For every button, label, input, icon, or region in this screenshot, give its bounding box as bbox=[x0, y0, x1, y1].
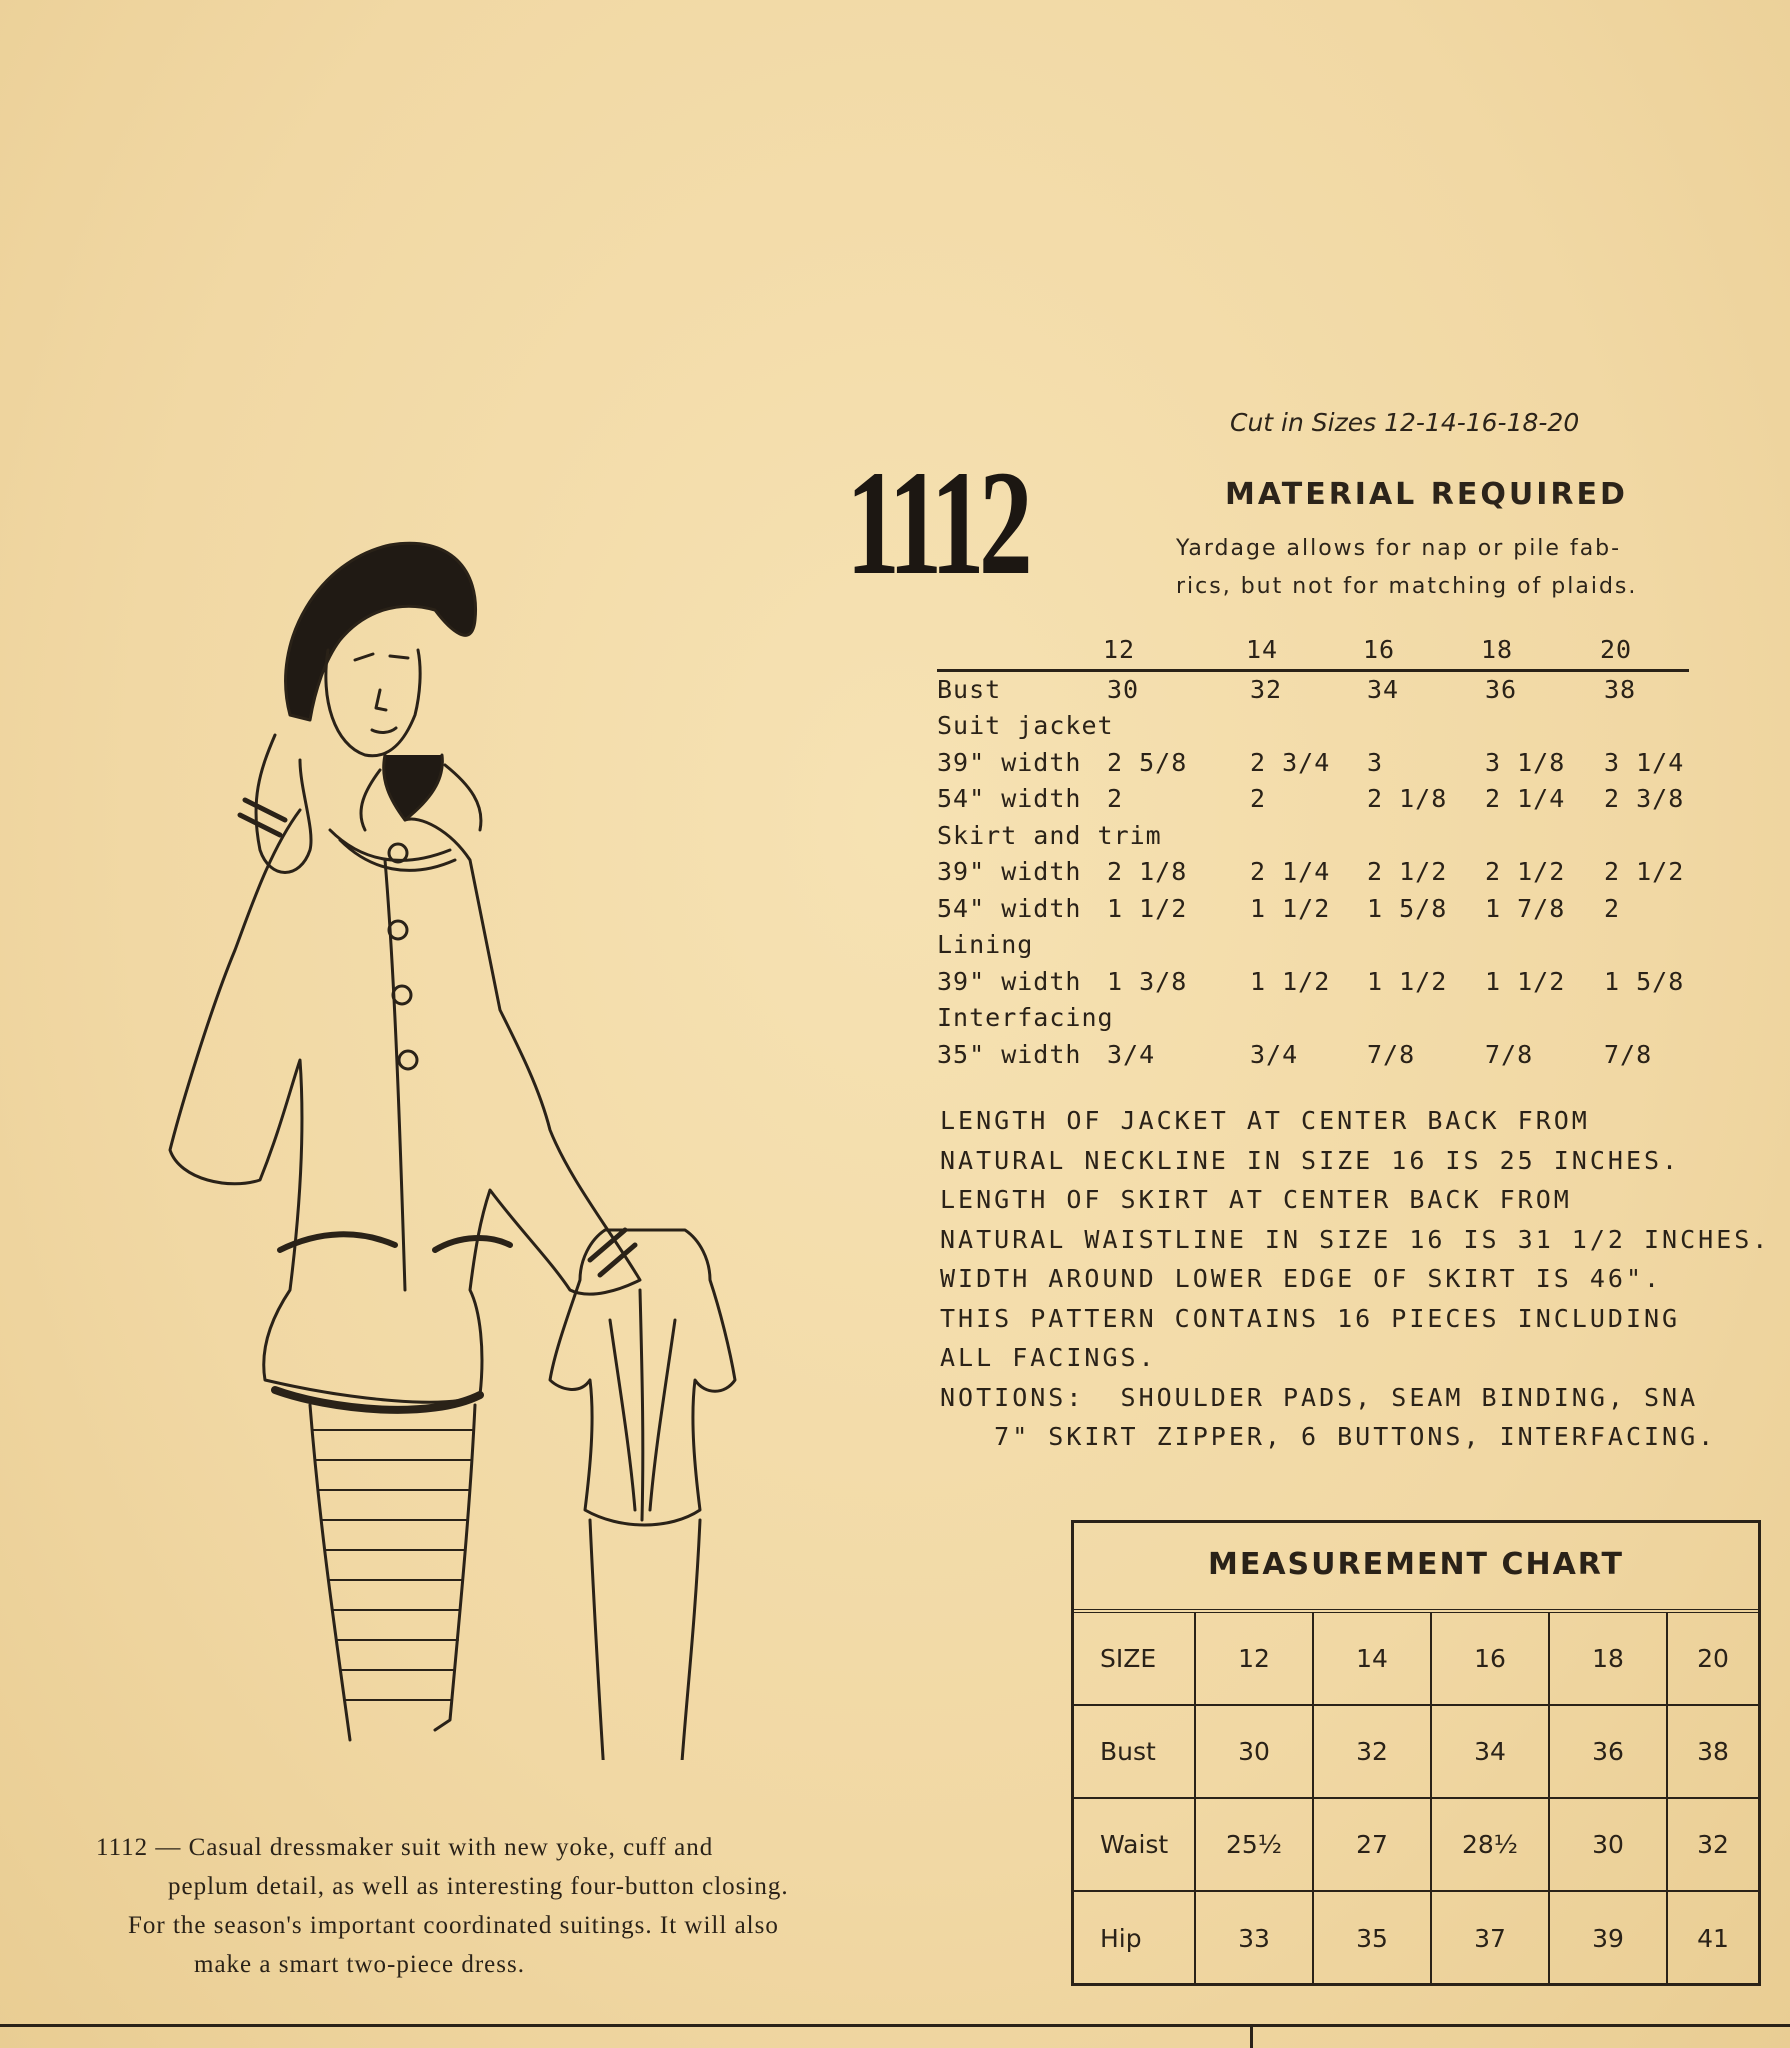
caption-line: 1112 — Casual dressmaker suit with new yoke, cuff and bbox=[96, 1834, 714, 1861]
yardage-row bbox=[937, 781, 1689, 818]
yardage-value: 1 1/2 bbox=[1250, 893, 1331, 923]
yardage-row bbox=[937, 672, 1689, 709]
measurement-row bbox=[1074, 1892, 1758, 1985]
fashion-illustration bbox=[150, 530, 750, 1760]
yardage-value: 1 5/8 bbox=[1604, 966, 1685, 996]
yardage-value: 3/4 bbox=[1250, 1039, 1299, 1069]
measurement-value: 14 bbox=[1312, 1613, 1430, 1704]
spec-line: LENGTH OF SKIRT AT CENTER BACK FROM bbox=[940, 1185, 1572, 1214]
yardage-note-line: rics, but not for matching of plaids. bbox=[1176, 574, 1638, 599]
yardage-value: 2 bbox=[1250, 784, 1267, 813]
yardage-value: 7/8 bbox=[1367, 1039, 1416, 1069]
spec-line: LENGTH OF JACKET AT CENTER BACK FROM bbox=[940, 1106, 1590, 1135]
yardage-row-label: 54" width bbox=[937, 893, 1082, 923]
skirt-outline bbox=[310, 1405, 475, 1740]
yardage-value: 1 1/2 bbox=[1485, 966, 1566, 996]
yardage-value: 1 3/8 bbox=[1107, 966, 1188, 996]
size-header: 14 bbox=[1246, 635, 1279, 664]
yardage-row-label: 35" width bbox=[937, 1039, 1082, 1069]
measurement-value: 20 bbox=[1666, 1613, 1758, 1704]
yardage-value: 7/8 bbox=[1485, 1039, 1534, 1069]
yardage-note-line: Yardage allows for nap or pile fab- bbox=[1176, 536, 1622, 561]
measurement-row-label: SIZE bbox=[1100, 1644, 1157, 1673]
yardage-value: 2 1/4 bbox=[1485, 784, 1566, 813]
measurement-grid bbox=[1074, 1613, 1758, 1986]
bottom-rule bbox=[0, 2024, 1790, 2027]
yardage-value: 2 3/8 bbox=[1604, 784, 1685, 813]
yardage-value: 1 7/8 bbox=[1485, 893, 1566, 923]
yardage-value: 7/8 bbox=[1604, 1039, 1653, 1069]
measurement-row bbox=[1074, 1613, 1758, 1706]
measurement-value: 36 bbox=[1548, 1706, 1666, 1797]
caption-line: make a smart two-piece dress. bbox=[194, 1951, 525, 1978]
measurement-row-label: Waist bbox=[1100, 1830, 1169, 1859]
yardage-header-row bbox=[937, 632, 1689, 672]
size-header: 18 bbox=[1481, 635, 1514, 664]
back-view-figure bbox=[550, 1230, 735, 1760]
yardage-row-label: Lining bbox=[937, 930, 1034, 959]
yardage-row bbox=[937, 927, 1689, 964]
bottom-divider bbox=[1250, 2024, 1253, 2048]
yardage-row bbox=[937, 708, 1689, 745]
measurement-value: 12 bbox=[1194, 1613, 1312, 1704]
spec-line: 7" SKIRT ZIPPER, 6 BUTTONS, INTERFACING. bbox=[940, 1422, 1717, 1451]
yardage-row bbox=[937, 1000, 1689, 1037]
measurement-chart bbox=[1071, 1520, 1761, 1986]
measurement-value: 30 bbox=[1194, 1706, 1312, 1797]
yardage-value: 1 5/8 bbox=[1367, 893, 1448, 923]
yardage-row bbox=[937, 891, 1689, 928]
caption-line: For the season's important coordinated suitings. It will also bbox=[128, 1912, 779, 1939]
measurement-value: 32 bbox=[1666, 1799, 1758, 1890]
yardage-row-label: Skirt and trim bbox=[937, 820, 1162, 850]
measurement-row bbox=[1074, 1799, 1758, 1892]
yardage-value: 3 1/4 bbox=[1604, 747, 1685, 777]
measurement-value: 35 bbox=[1312, 1892, 1430, 1985]
yardage-row-label: Suit jacket bbox=[937, 711, 1114, 740]
yardage-table bbox=[937, 632, 1689, 1073]
material-required-heading: MATERIAL REQUIRED bbox=[1225, 477, 1628, 512]
measurement-value: 32 bbox=[1312, 1706, 1430, 1797]
yardage-row-label: 54" width bbox=[937, 784, 1082, 813]
yardage-value: 1 1/2 bbox=[1367, 966, 1448, 996]
measurement-value: 39 bbox=[1548, 1892, 1666, 1985]
spec-line: NATURAL WAISTLINE IN SIZE 16 IS 31 1/2 INCHES. bbox=[940, 1224, 1771, 1254]
spec-line: THIS PATTERN CONTAINS 16 PIECES INCLUDING bbox=[940, 1303, 1681, 1333]
yardage-row bbox=[937, 818, 1689, 855]
measurement-chart-title: MEASUREMENT CHART bbox=[1074, 1523, 1758, 1613]
pattern-description bbox=[96, 1828, 926, 1984]
yardage-value: 2 bbox=[1107, 784, 1124, 813]
yardage-row bbox=[937, 1037, 1689, 1074]
yardage-row-label: 39" width bbox=[937, 747, 1082, 777]
caption-line: peplum detail, as well as interesting four-button closing. bbox=[168, 1873, 789, 1900]
yardage-row-label: 39" width bbox=[937, 966, 1082, 996]
yardage-row-label: Bust bbox=[937, 674, 1002, 704]
yardage-value: 36 bbox=[1485, 674, 1518, 704]
yardage-value: 3 bbox=[1367, 747, 1384, 777]
yardage-value: 2 5/8 bbox=[1107, 747, 1188, 777]
yardage-row-label: 39" width bbox=[937, 857, 1082, 886]
measurement-value: 28½ bbox=[1430, 1799, 1548, 1890]
measurement-value: 38 bbox=[1666, 1706, 1758, 1797]
pattern-number: 1112 bbox=[846, 440, 1028, 606]
yardage-row bbox=[937, 745, 1689, 782]
size-header: 20 bbox=[1600, 635, 1633, 664]
pattern-specifications bbox=[940, 1103, 1790, 1459]
spec-line: NATURAL NECKLINE IN SIZE 16 IS 25 INCHES. bbox=[940, 1145, 1681, 1175]
measurement-value: 27 bbox=[1312, 1799, 1430, 1890]
cut-sizes: Cut in Sizes 12-14-16-18-20 bbox=[1230, 408, 1580, 437]
spec-line: WIDTH AROUND LOWER EDGE OF SKIRT IS 46". bbox=[940, 1264, 1663, 1293]
size-header: 12 bbox=[1103, 635, 1136, 664]
measurement-row bbox=[1074, 1706, 1758, 1799]
yardage-value: 2 bbox=[1604, 893, 1621, 923]
measurement-value: 41 bbox=[1666, 1892, 1758, 1985]
yardage-row-label: Interfacing bbox=[937, 1003, 1114, 1032]
measurement-value: 18 bbox=[1548, 1613, 1666, 1704]
yardage-value: 1 1/2 bbox=[1107, 893, 1188, 923]
measurement-row-label: Hip bbox=[1100, 1924, 1142, 1953]
yardage-value: 2 1/2 bbox=[1367, 857, 1448, 886]
measurement-value: 25½ bbox=[1194, 1799, 1312, 1890]
yardage-value: 2 1/2 bbox=[1604, 857, 1685, 886]
measurement-value: 16 bbox=[1430, 1613, 1548, 1704]
measurement-row-label: Bust bbox=[1100, 1737, 1156, 1766]
spec-line: ALL FACINGS. bbox=[940, 1343, 1157, 1372]
size-header: 16 bbox=[1363, 635, 1396, 664]
yardage-value: 2 1/4 bbox=[1250, 857, 1331, 886]
yardage-value: 32 bbox=[1250, 674, 1283, 704]
yardage-value: 38 bbox=[1604, 674, 1637, 704]
yardage-value: 2 1/8 bbox=[1367, 784, 1448, 813]
yardage-value: 2 1/8 bbox=[1107, 857, 1188, 886]
yardage-value: 30 bbox=[1107, 674, 1140, 704]
yardage-value: 2 1/2 bbox=[1485, 857, 1566, 886]
yardage-row bbox=[937, 854, 1689, 891]
measurement-value: 37 bbox=[1430, 1892, 1548, 1985]
measurement-value: 34 bbox=[1430, 1706, 1548, 1797]
yardage-value: 1 1/2 bbox=[1250, 966, 1331, 996]
yardage-value: 3/4 bbox=[1107, 1039, 1156, 1069]
spec-line: NOTIONS: SHOULDER PADS, SEAM BINDING, SNA bbox=[940, 1382, 1699, 1412]
measurement-value: 33 bbox=[1194, 1892, 1312, 1985]
measurement-value: 30 bbox=[1548, 1799, 1666, 1890]
yardage-note bbox=[1176, 530, 1637, 606]
yardage-value: 2 3/4 bbox=[1250, 747, 1331, 777]
yardage-value: 34 bbox=[1367, 674, 1400, 704]
yardage-row bbox=[937, 964, 1689, 1001]
yardage-value: 3 1/8 bbox=[1485, 747, 1566, 777]
